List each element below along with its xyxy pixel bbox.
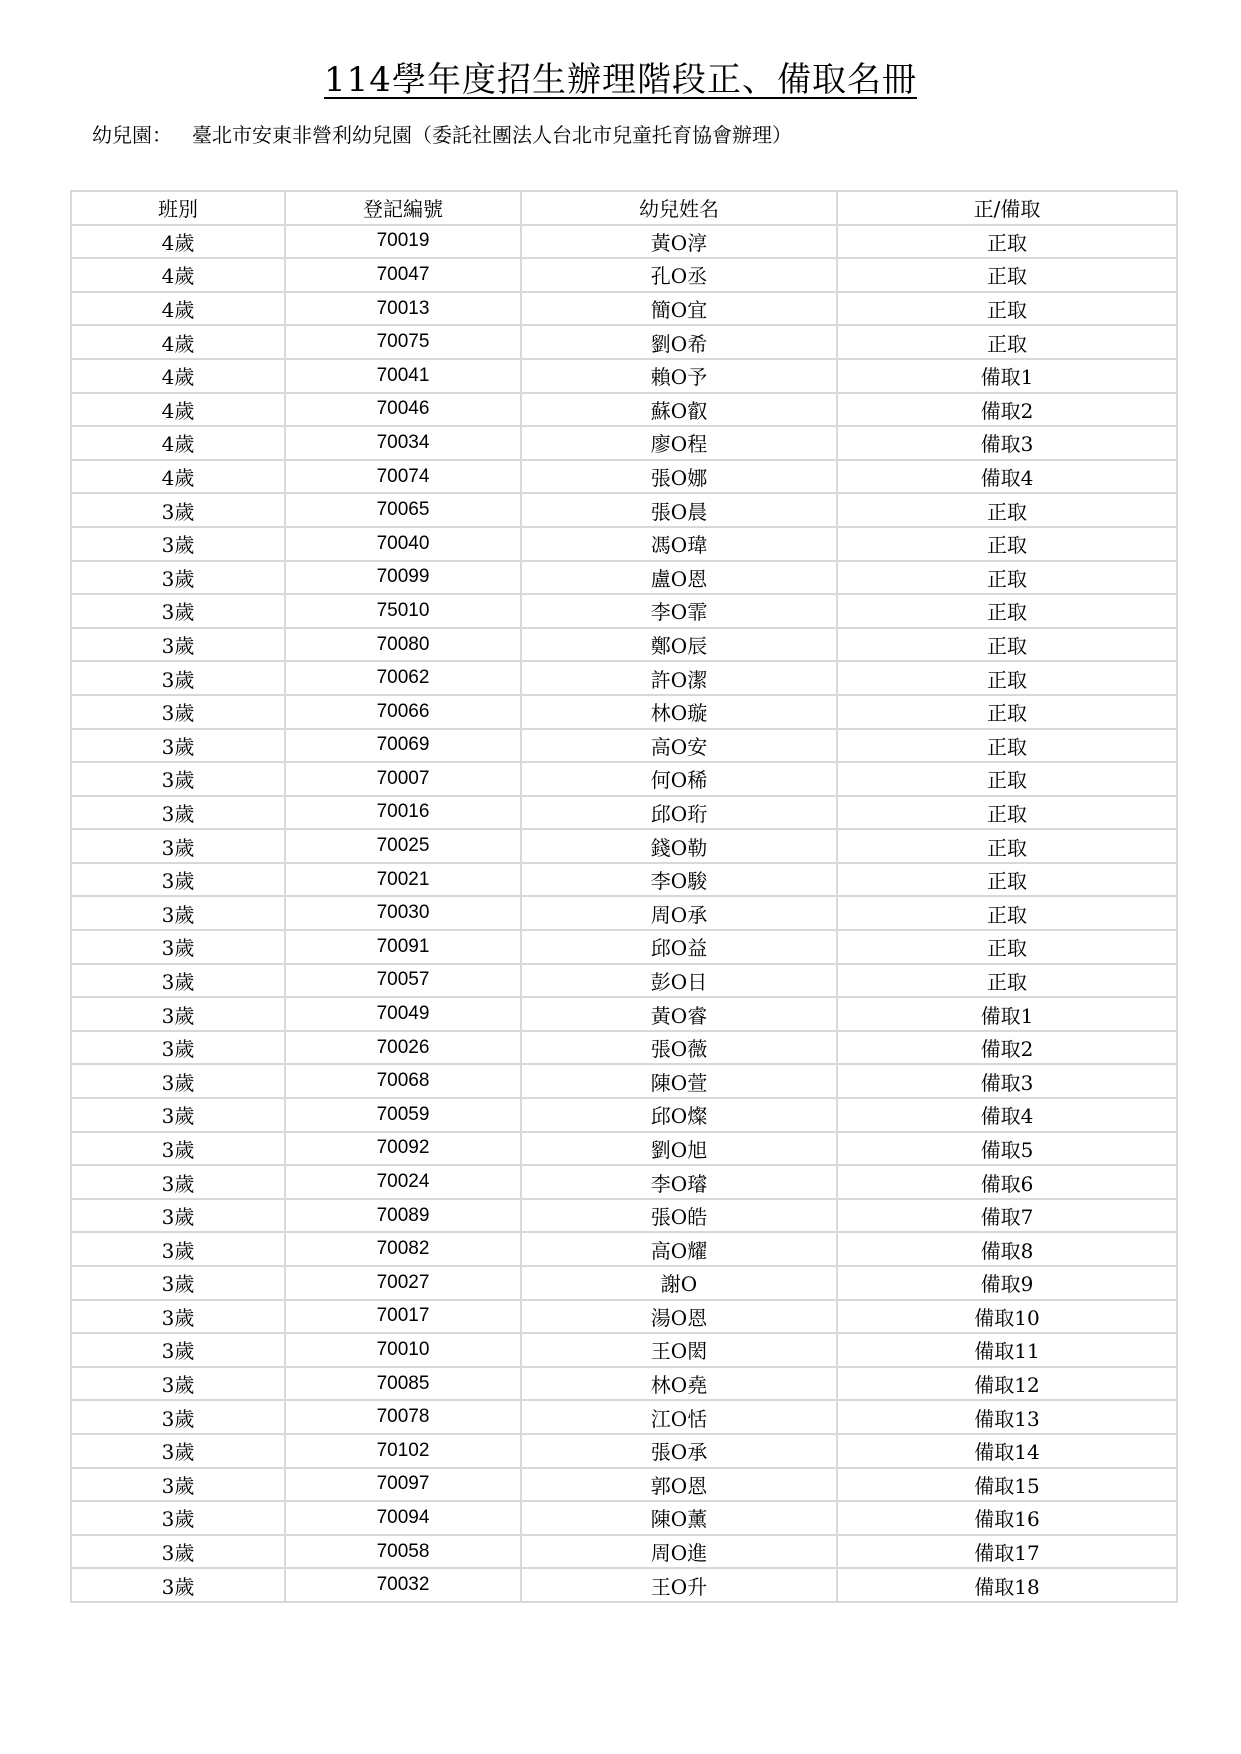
row-admission-status: 正取 (837, 225, 1177, 259)
row-class: 3歲 (71, 796, 285, 830)
row-registration-number: 70059 (285, 1098, 521, 1132)
row-child-name: 高O安 (521, 729, 837, 763)
row-class: 3歲 (71, 1064, 285, 1098)
table-row (71, 1367, 1177, 1401)
table-row (71, 1199, 1177, 1233)
row-child-name: 郭O恩 (521, 1468, 837, 1502)
row-child-name: 孔O丞 (521, 258, 837, 292)
table-row (71, 527, 1177, 561)
row-child-name: 劉O旭 (521, 1132, 837, 1166)
table-row (71, 1031, 1177, 1065)
row-admission-status: 備取4 (837, 1098, 1177, 1132)
row-child-name: 陳O萱 (521, 1064, 837, 1098)
row-child-name: 周O承 (521, 896, 837, 930)
row-child-name: 李O霏 (521, 594, 837, 628)
row-child-name: 馮O瑋 (521, 527, 837, 561)
header-class: 班別 (71, 191, 285, 225)
table-row (71, 1232, 1177, 1266)
row-registration-number: 70017 (285, 1300, 521, 1334)
row-admission-status: 正取 (837, 762, 1177, 796)
row-admission-status: 備取2 (837, 393, 1177, 427)
table-row (71, 225, 1177, 259)
row-class: 3歲 (71, 930, 285, 964)
table-row (71, 762, 1177, 796)
row-admission-status: 正取 (837, 527, 1177, 561)
row-child-name: 張O承 (521, 1434, 837, 1468)
row-class: 3歲 (71, 1468, 285, 1502)
row-child-name: 張O娜 (521, 460, 837, 494)
table-row (71, 1165, 1177, 1199)
table-row (71, 1132, 1177, 1166)
kindergarten-line (92, 120, 792, 150)
row-class: 4歲 (71, 460, 285, 494)
row-registration-number: 70075 (285, 325, 521, 359)
row-class: 4歲 (71, 258, 285, 292)
row-admission-status: 備取14 (837, 1434, 1177, 1468)
row-class: 4歲 (71, 359, 285, 393)
row-registration-number: 70091 (285, 930, 521, 964)
row-child-name: 何O稀 (521, 762, 837, 796)
table-row (71, 393, 1177, 427)
row-registration-number: 70097 (285, 1468, 521, 1502)
row-class: 3歲 (71, 729, 285, 763)
row-class: 3歲 (71, 527, 285, 561)
header-admission-status: 正/備取 (837, 191, 1177, 225)
row-registration-number: 70058 (285, 1535, 521, 1569)
row-admission-status: 備取10 (837, 1300, 1177, 1334)
row-registration-number: 70049 (285, 997, 521, 1031)
row-registration-number: 70027 (285, 1266, 521, 1300)
row-registration-number: 70082 (285, 1232, 521, 1266)
row-child-name: 周O進 (521, 1535, 837, 1569)
row-registration-number: 70010 (285, 1333, 521, 1367)
row-admission-status: 正取 (837, 729, 1177, 763)
row-admission-status: 正取 (837, 493, 1177, 527)
table-row (71, 695, 1177, 729)
table-row (71, 829, 1177, 863)
table-row (71, 1333, 1177, 1367)
row-class: 3歲 (71, 1031, 285, 1065)
row-admission-status: 備取7 (837, 1199, 1177, 1233)
table-row (71, 997, 1177, 1031)
table-row (71, 1300, 1177, 1334)
row-admission-status: 正取 (837, 896, 1177, 930)
table-row (71, 628, 1177, 662)
row-registration-number: 70026 (285, 1031, 521, 1065)
table-row (71, 863, 1177, 897)
table-row (71, 1266, 1177, 1300)
row-registration-number: 70085 (285, 1367, 521, 1401)
row-child-name: 陳O薰 (521, 1501, 837, 1535)
header-child-name: 幼兒姓名 (521, 191, 837, 225)
row-admission-status: 正取 (837, 930, 1177, 964)
row-registration-number: 70062 (285, 661, 521, 695)
row-registration-number: 70034 (285, 426, 521, 460)
row-admission-status: 正取 (837, 661, 1177, 695)
row-class: 3歲 (71, 1568, 285, 1602)
table-row (71, 325, 1177, 359)
row-child-name: 張O皓 (521, 1199, 837, 1233)
row-admission-status: 備取3 (837, 1064, 1177, 1098)
row-admission-status: 備取9 (837, 1266, 1177, 1300)
table-row (71, 493, 1177, 527)
row-class: 3歲 (71, 1400, 285, 1434)
table-row (71, 258, 1177, 292)
row-admission-status: 正取 (837, 258, 1177, 292)
row-registration-number: 70040 (285, 527, 521, 561)
row-class: 3歲 (71, 762, 285, 796)
row-child-name: 邱O燦 (521, 1098, 837, 1132)
row-admission-status: 正取 (837, 695, 1177, 729)
row-child-name: 林O璇 (521, 695, 837, 729)
row-class: 3歲 (71, 561, 285, 595)
row-child-name: 李O璿 (521, 1165, 837, 1199)
row-admission-status: 備取1 (837, 997, 1177, 1031)
row-class: 3歲 (71, 1232, 285, 1266)
row-class: 3歲 (71, 1266, 285, 1300)
row-child-name: 黃O淳 (521, 225, 837, 259)
row-class: 3歲 (71, 661, 285, 695)
row-child-name: 劉O希 (521, 325, 837, 359)
row-child-name: 彭O日 (521, 964, 837, 998)
row-registration-number: 70013 (285, 292, 521, 326)
enrollment-table (70, 190, 1178, 1603)
row-admission-status: 正取 (837, 964, 1177, 998)
row-child-name: 蘇O叡 (521, 393, 837, 427)
row-admission-status: 備取5 (837, 1132, 1177, 1166)
row-admission-status: 正取 (837, 594, 1177, 628)
row-registration-number: 70032 (285, 1568, 521, 1602)
row-class: 3歲 (71, 863, 285, 897)
row-registration-number: 70041 (285, 359, 521, 393)
row-class: 3歲 (71, 1300, 285, 1334)
row-child-name: 林O堯 (521, 1367, 837, 1401)
row-class: 4歲 (71, 426, 285, 460)
row-child-name: 王O閎 (521, 1333, 837, 1367)
kindergarten-name: 臺北市安東非營利幼兒園（委託社團法人台北市兒童托育協會辦理） (192, 123, 792, 147)
row-class: 4歲 (71, 292, 285, 326)
row-admission-status: 備取12 (837, 1367, 1177, 1401)
row-admission-status: 正取 (837, 628, 1177, 662)
row-child-name: 許O潔 (521, 661, 837, 695)
document-title-text: 114學年度招生辦理階段正、備取名冊 (324, 60, 917, 100)
row-child-name: 王O升 (521, 1568, 837, 1602)
row-class: 4歲 (71, 325, 285, 359)
row-registration-number: 70078 (285, 1400, 521, 1434)
row-child-name: 盧O恩 (521, 561, 837, 595)
row-child-name: 謝O (521, 1266, 837, 1300)
table-header-row (71, 191, 1177, 225)
row-registration-number: 70046 (285, 393, 521, 427)
row-class: 3歲 (71, 1501, 285, 1535)
row-child-name: 李O駿 (521, 863, 837, 897)
kindergarten-label: 幼兒園： (92, 123, 172, 147)
table-row (71, 729, 1177, 763)
row-registration-number: 70074 (285, 460, 521, 494)
row-class: 3歲 (71, 1434, 285, 1468)
table-row (71, 1400, 1177, 1434)
row-class: 3歲 (71, 964, 285, 998)
row-class: 3歲 (71, 628, 285, 662)
row-class: 4歲 (71, 225, 285, 259)
row-class: 3歲 (71, 1165, 285, 1199)
row-registration-number: 75010 (285, 594, 521, 628)
row-admission-status: 備取2 (837, 1031, 1177, 1065)
row-admission-status: 備取1 (837, 359, 1177, 393)
row-class: 3歲 (71, 1132, 285, 1166)
row-class: 3歲 (71, 594, 285, 628)
table-row (71, 292, 1177, 326)
table-row (71, 930, 1177, 964)
row-registration-number: 70047 (285, 258, 521, 292)
row-child-name: 賴O予 (521, 359, 837, 393)
table-row (71, 594, 1177, 628)
row-admission-status: 正取 (837, 325, 1177, 359)
row-registration-number: 70080 (285, 628, 521, 662)
table-row (71, 1568, 1177, 1602)
table-row (71, 426, 1177, 460)
row-admission-status: 備取3 (837, 426, 1177, 460)
row-admission-status: 正取 (837, 863, 1177, 897)
row-registration-number: 70007 (285, 762, 521, 796)
row-class: 3歲 (71, 1199, 285, 1233)
table-row (71, 1434, 1177, 1468)
row-admission-status: 備取15 (837, 1468, 1177, 1502)
row-registration-number: 70030 (285, 896, 521, 930)
row-registration-number: 70099 (285, 561, 521, 595)
row-registration-number: 70069 (285, 729, 521, 763)
row-registration-number: 70102 (285, 1434, 521, 1468)
table-body (71, 225, 1177, 1602)
row-registration-number: 70092 (285, 1132, 521, 1166)
row-registration-number: 70094 (285, 1501, 521, 1535)
row-admission-status: 備取6 (837, 1165, 1177, 1199)
table-row (71, 896, 1177, 930)
row-registration-number: 70089 (285, 1199, 521, 1233)
row-class: 4歲 (71, 393, 285, 427)
row-registration-number: 70025 (285, 829, 521, 863)
table-row (71, 796, 1177, 830)
row-class: 3歲 (71, 695, 285, 729)
row-registration-number: 70066 (285, 695, 521, 729)
row-admission-status: 備取16 (837, 1501, 1177, 1535)
row-child-name: 邱O珩 (521, 796, 837, 830)
row-admission-status: 備取17 (837, 1535, 1177, 1569)
row-admission-status: 備取4 (837, 460, 1177, 494)
document-title (0, 56, 1241, 104)
row-class: 3歲 (71, 829, 285, 863)
row-child-name: 簡O宜 (521, 292, 837, 326)
row-class: 3歲 (71, 896, 285, 930)
table-row (71, 1064, 1177, 1098)
row-admission-status: 正取 (837, 561, 1177, 595)
row-admission-status: 正取 (837, 796, 1177, 830)
row-admission-status: 正取 (837, 292, 1177, 326)
row-registration-number: 70068 (285, 1064, 521, 1098)
row-registration-number: 70065 (285, 493, 521, 527)
table-row (71, 1098, 1177, 1132)
table-row (71, 1501, 1177, 1535)
table-row (71, 359, 1177, 393)
row-admission-status: 備取11 (837, 1333, 1177, 1367)
row-child-name: 邱O益 (521, 930, 837, 964)
table-row (71, 561, 1177, 595)
row-child-name: 廖O程 (521, 426, 837, 460)
table-row (71, 460, 1177, 494)
row-registration-number: 70016 (285, 796, 521, 830)
row-admission-status: 備取13 (837, 1400, 1177, 1434)
row-class: 3歲 (71, 493, 285, 527)
row-child-name: 錢O勒 (521, 829, 837, 863)
table-row (71, 1468, 1177, 1502)
row-registration-number: 70057 (285, 964, 521, 998)
row-child-name: 江O恬 (521, 1400, 837, 1434)
row-child-name: 鄭O辰 (521, 628, 837, 662)
row-class: 3歲 (71, 1333, 285, 1367)
row-child-name: 張O薇 (521, 1031, 837, 1065)
table-row (71, 1535, 1177, 1569)
row-class: 3歲 (71, 1367, 285, 1401)
row-child-name: 高O耀 (521, 1232, 837, 1266)
row-admission-status: 備取8 (837, 1232, 1177, 1266)
row-registration-number: 70024 (285, 1165, 521, 1199)
row-child-name: 黃O睿 (521, 997, 837, 1031)
table-row (71, 964, 1177, 998)
table-row (71, 661, 1177, 695)
row-registration-number: 70019 (285, 225, 521, 259)
row-class: 3歲 (71, 997, 285, 1031)
row-child-name: 湯O恩 (521, 1300, 837, 1334)
row-class: 3歲 (71, 1535, 285, 1569)
row-child-name: 張O晨 (521, 493, 837, 527)
row-admission-status: 備取18 (837, 1568, 1177, 1602)
row-admission-status: 正取 (837, 829, 1177, 863)
header-registration-number: 登記編號 (285, 191, 521, 225)
row-registration-number: 70021 (285, 863, 521, 897)
row-class: 3歲 (71, 1098, 285, 1132)
